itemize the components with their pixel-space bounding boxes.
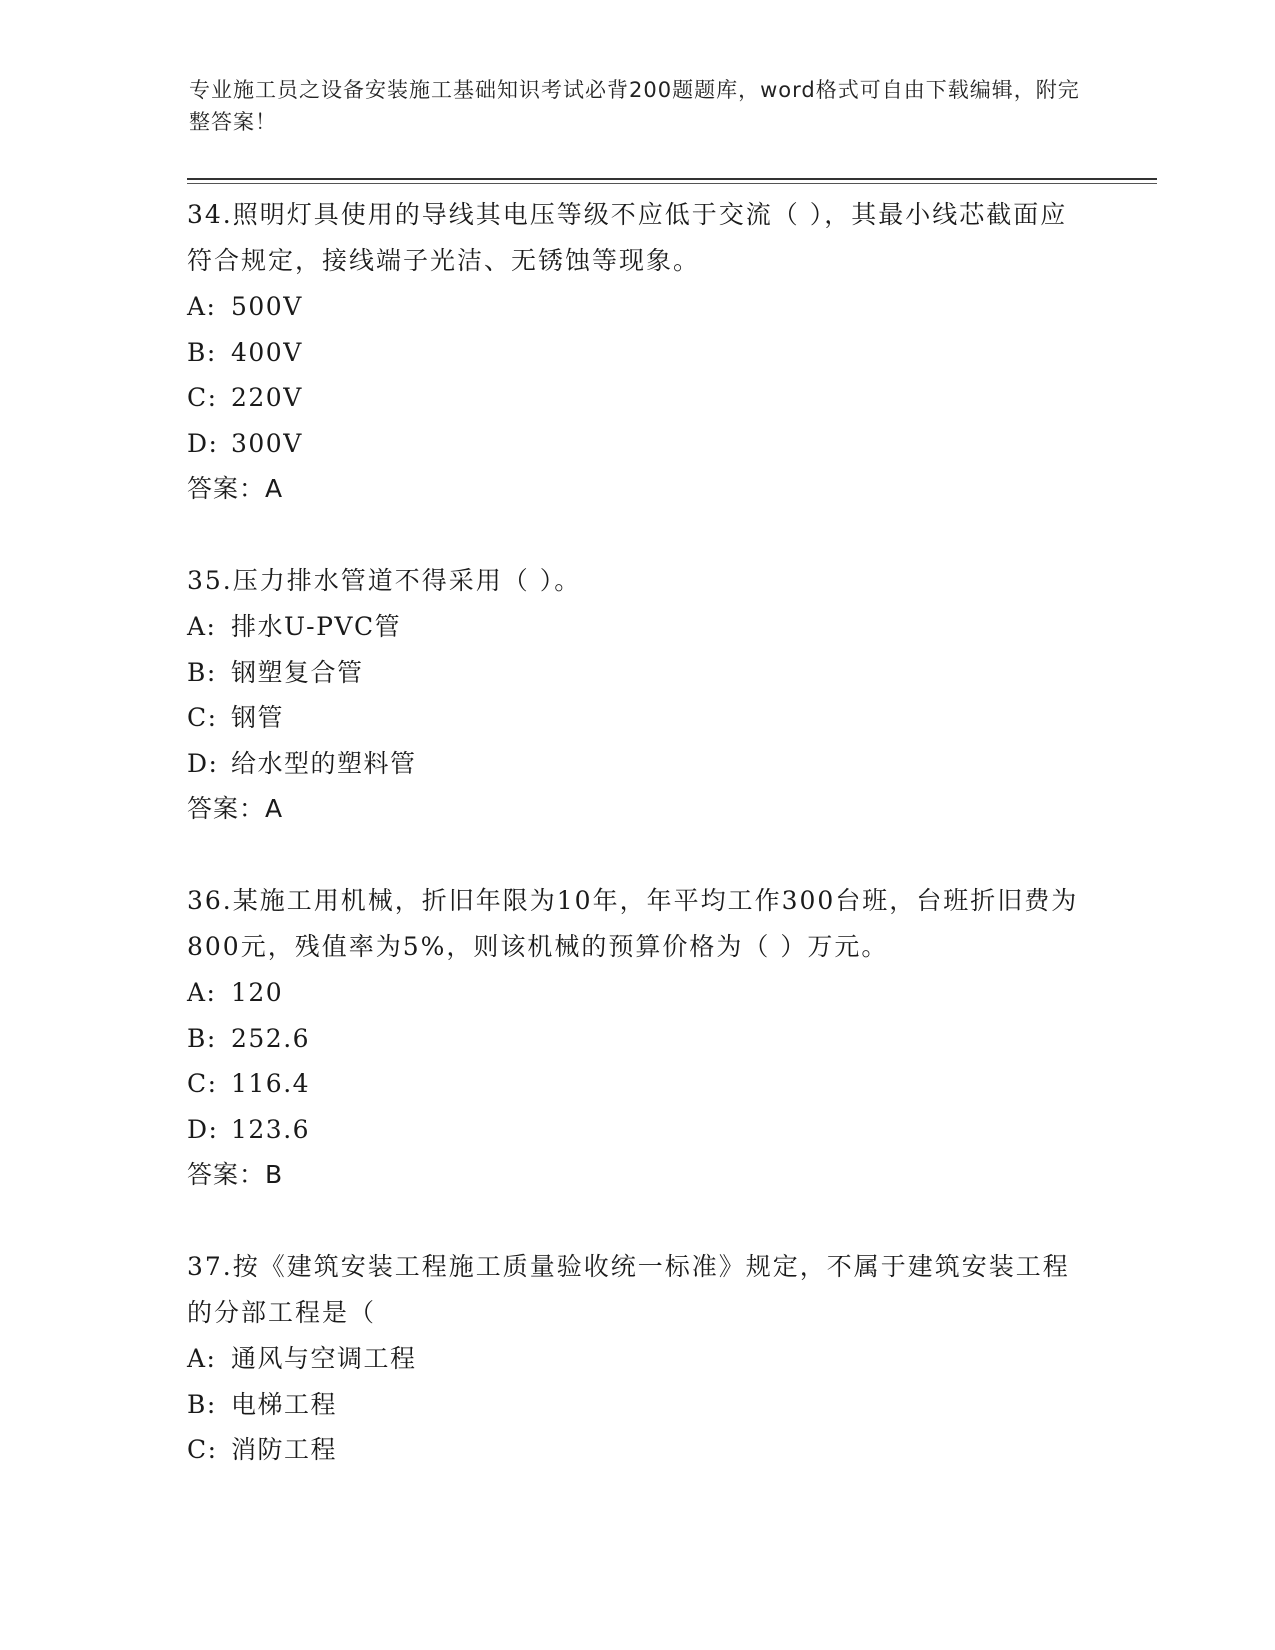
option-letter: C: [187, 383, 218, 412]
option-text: 500V [231, 292, 303, 321]
option-letter: A: [187, 1344, 217, 1373]
question-stem: 35.压力排水管道不得采用（ ）。 [187, 566, 582, 595]
option-letter: B: [187, 1023, 217, 1053]
option-a [187, 1336, 1087, 1382]
option-a [187, 970, 1087, 1016]
option-b [187, 650, 1087, 696]
option-c [187, 1061, 1087, 1107]
answer-line: 答案：A [187, 794, 284, 823]
answer-line: 答案：B [187, 1160, 284, 1189]
option-letter: A: [187, 612, 217, 641]
question-34 [187, 190, 1087, 512]
option-text: 排水U-PVC管 [231, 612, 402, 641]
option-text: 400V [231, 337, 303, 367]
option-b [187, 1016, 1087, 1062]
option-text: 电梯工程 [231, 1389, 338, 1419]
option-letter: D: [187, 428, 219, 458]
option-letter: A: [187, 978, 217, 1007]
header-divider-thick [187, 178, 1157, 180]
document-header: 专业施工员之设备安装施工基础知识考试必背200题题库，word格式可自由下载编辑，附完整答案！ [189, 78, 1080, 134]
option-c [187, 695, 1087, 741]
option-letter: A: [187, 292, 217, 321]
question-37 [187, 1242, 1087, 1473]
option-text: 消防工程 [231, 1435, 338, 1464]
option-text: 220V [231, 383, 303, 412]
option-d [187, 421, 1087, 467]
option-c [187, 375, 1087, 421]
question-36 [187, 876, 1087, 1198]
option-letter: D: [187, 1114, 219, 1144]
option-text: 钢管 [231, 703, 285, 732]
option-a [187, 604, 1087, 650]
option-d [187, 741, 1087, 787]
question-spacer [187, 512, 1087, 556]
question-spacer [187, 832, 1087, 876]
option-c [187, 1427, 1087, 1473]
option-text: 252.6 [231, 1023, 311, 1053]
question-list [187, 190, 1087, 1473]
option-b [187, 330, 1087, 376]
option-text: 116.4 [231, 1069, 311, 1098]
option-text: 通风与空调工程 [231, 1344, 417, 1373]
option-text: 120 [231, 978, 284, 1007]
option-a [187, 284, 1087, 330]
question-stem: 37.按《建筑安装工程施工质量验收统一标准》规定，不属于建筑安装工程的分部工程是（ [187, 1252, 1070, 1327]
question-35 [187, 556, 1087, 832]
header-divider-thin [187, 183, 1157, 184]
option-text: 300V [231, 428, 303, 458]
option-letter: B: [187, 657, 217, 687]
option-letter: C: [187, 1069, 218, 1098]
option-d [187, 1107, 1087, 1153]
option-letter: C: [187, 703, 218, 732]
question-stem: 34.照明灯具使用的导线其电压等级不应低于交流（ ），其最小线芯截面应符合规定，接线端子光洁、无锈蚀等现象。 [187, 200, 1068, 275]
option-letter: C: [187, 1435, 218, 1464]
option-b [187, 1382, 1087, 1428]
option-text: 123.6 [231, 1114, 311, 1144]
option-text: 钢塑复合管 [231, 657, 364, 687]
option-letter: D: [187, 748, 219, 778]
question-stem: 36.某施工用机械，折旧年限为10年，年平均工作300台班，台班折旧费为800元，残值率为5%，则该机械的预算价格为（ ）万元。 [187, 886, 1079, 961]
option-letter: B: [187, 337, 217, 367]
option-text: 给水型的塑料管 [231, 748, 417, 778]
question-spacer [187, 1198, 1087, 1242]
option-letter: B: [187, 1389, 217, 1419]
answer-line: 答案：A [187, 474, 284, 503]
